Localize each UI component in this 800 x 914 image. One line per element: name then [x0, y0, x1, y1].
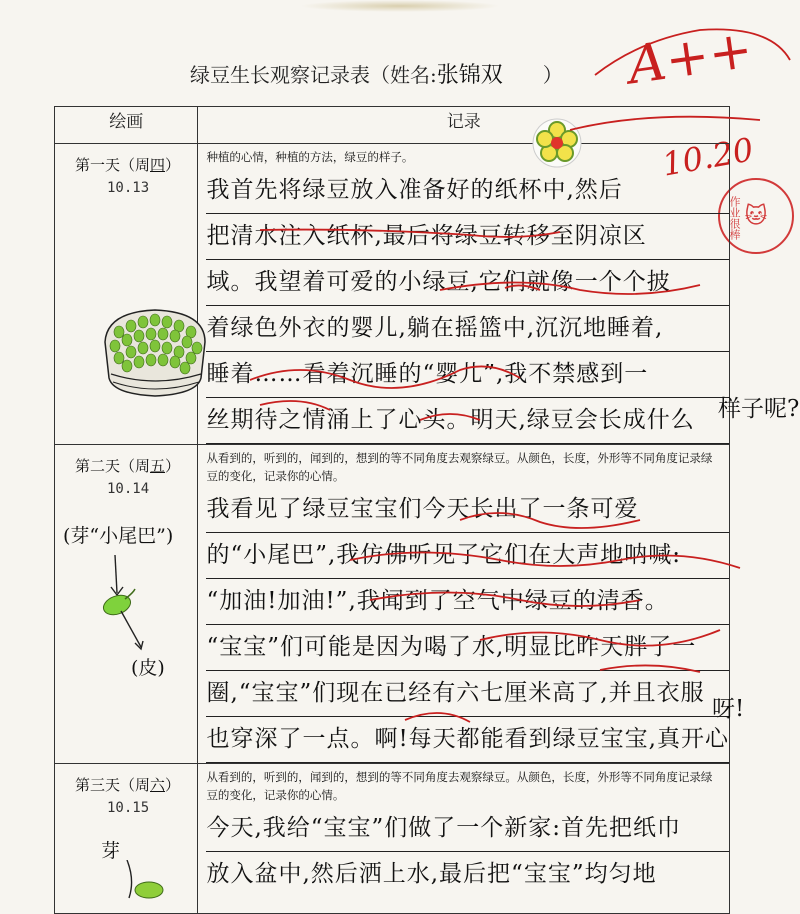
day-row-2 — [55, 445, 730, 764]
day-2-overflow-text: 呀! — [712, 696, 745, 722]
column-header-drawing: 绘画 — [55, 107, 198, 144]
day-1-record-cell — [198, 144, 730, 445]
record-line: 今天,我给“宝宝”们做了一个新家:首先把纸巾 — [206, 806, 729, 852]
column-header-record: 记录 — [198, 107, 730, 144]
day-1-drawing-cell — [55, 144, 198, 445]
record-line: 我看见了绿豆宝宝们今天长出了一条可爱 — [206, 487, 729, 533]
day-3-record-cell — [198, 764, 730, 914]
page-title — [190, 58, 563, 89]
day-2-prompt: 从看到的，听到的，闻到的，想到的等不同角度去观察绿豆。从颜色，长度，外形等不同角度记录绿豆的变化，记录你的心情。 — [206, 451, 713, 483]
record-line: 把清水注入纸杯,最后将绿豆转移至阴凉区 — [206, 214, 729, 260]
record-line: “加油!加油!”,我闻到了空气中绿豆的清香。 — [206, 579, 729, 625]
sprout-label-day3: 芽 — [101, 840, 121, 862]
day-2-label: 第二天（周五） — [75, 457, 181, 475]
record-table — [54, 106, 730, 914]
day-1-overflow-text: 样子呢? — [718, 396, 800, 422]
sprout-label: (芽“小尾巴”) — [63, 525, 174, 547]
grade-mark: A++ — [624, 19, 757, 97]
record-line: 我首先将绿豆放入准备好的纸杯中,然后 — [206, 168, 729, 214]
cat-icon: 🐱 — [744, 203, 768, 229]
day-3-record — [198, 806, 729, 897]
day-2-date: 10.14 — [107, 481, 150, 497]
day-1-label: 第一天（周四） — [75, 156, 181, 174]
day-2-drawing-cell — [55, 445, 198, 764]
record-line: 丝期待之情涌上了心头。明天,绿豆会长成什么 — [206, 398, 729, 444]
record-line: 也穿深了一点。啊!每天都能看到绿豆宝宝,真开心 — [206, 717, 729, 763]
title-main: 绿豆生长观察记录表（姓名: — [190, 63, 437, 87]
record-line: “宝宝”们可能是因为喝了水,明显比昨天胖了一 — [206, 625, 729, 671]
bean-cup-drawing — [97, 302, 213, 402]
record-line: 的“小尾巴”,我仿佛听见了它们在大声地呐喊: — [206, 533, 729, 579]
title-close: ） — [542, 63, 563, 87]
record-line: 放入盆中,然后洒上水,最后把“宝宝”均匀地 — [206, 861, 657, 887]
day-1-prompt: 种植的心情，种植的方法，绿豆的样子。 — [206, 150, 414, 164]
sprouted-bean-drawing — [85, 553, 195, 663]
record-line: 着绿色外衣的婴儿,躺在摇篮中,沉沉地睡着, — [206, 306, 729, 352]
day-row-3 — [55, 764, 730, 914]
day-1-record — [198, 168, 729, 444]
day-3-date: 10.15 — [107, 800, 150, 816]
day-3-prompt: 从看到的，听到的，闻到的，想到的等不同角度去观察绿豆。从颜色，长度，外形等不同角度记录绿豆的变化，记录你的心情。 — [206, 770, 713, 802]
flower-sticker-icon — [532, 118, 582, 168]
stamp-text: 作业很棒 — [728, 196, 741, 240]
grade-date: 10.20 — [659, 130, 757, 184]
paper-shadow — [300, 0, 500, 12]
day-3-drawing-cell — [55, 764, 198, 914]
day-1-date: 10.13 — [107, 180, 150, 196]
table-header-row — [55, 107, 730, 144]
day-2-record — [198, 487, 729, 763]
day-row-1 — [55, 144, 730, 445]
record-line: 圈,“宝宝”们现在已经有六七厘米高了,并且衣服 — [206, 671, 729, 717]
day-2-record-cell — [198, 445, 730, 764]
record-line: 域。我望着可爱的小绿豆,它们就像一个个披 — [206, 260, 729, 306]
sprout-drawing — [115, 860, 175, 900]
record-line: 睡着……看着沉睡的“婴儿”,我不禁感到一 — [206, 352, 729, 398]
skin-label: (皮) — [131, 657, 165, 679]
student-name: 张锦双 — [436, 63, 503, 88]
day-3-label: 第三天（周六） — [75, 776, 181, 794]
